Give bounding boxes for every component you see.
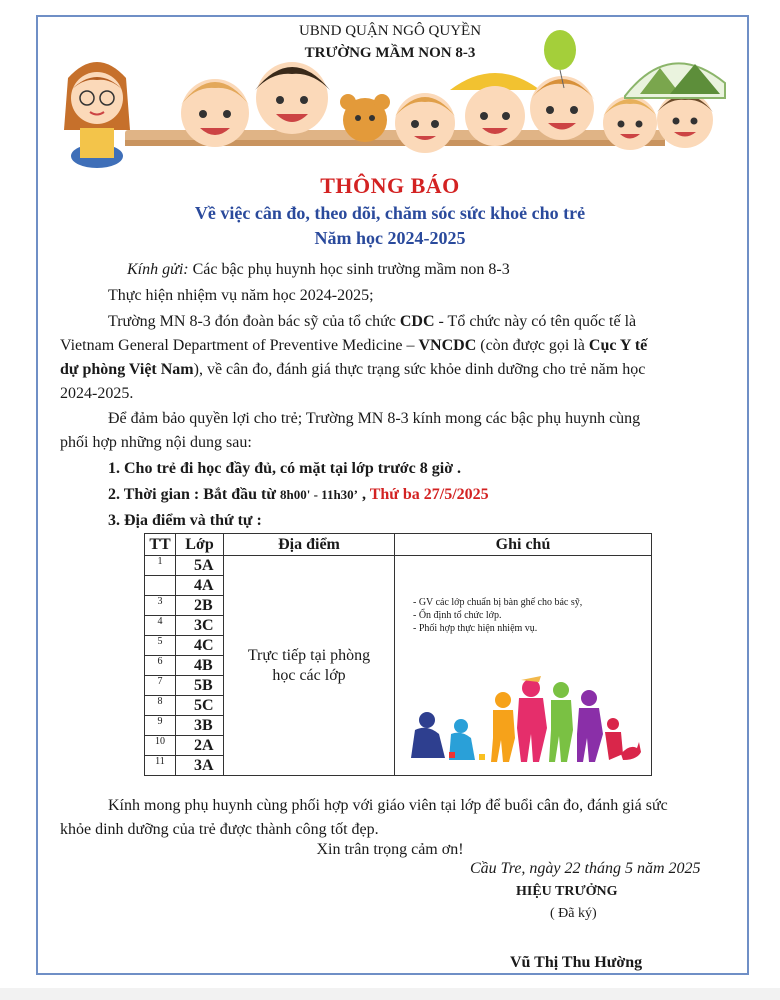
- greeting: [127, 258, 510, 282]
- row-number: [145, 576, 176, 596]
- paragraph-1: Thực hiện nhiệm vụ năm học 2024-2025;: [108, 287, 374, 304]
- location-cell: [224, 556, 395, 776]
- row-number: 6: [145, 656, 176, 676]
- col-header-lop: Lớp: [176, 534, 224, 556]
- girl-icon: [64, 62, 130, 168]
- paragraph-3-line-1: Để đảm bảo quyền lợi cho trẻ; Trường MN 8-3 kính mong các bậc phụ huynh cùng: [108, 410, 641, 427]
- row-number: 10: [145, 736, 176, 756]
- item-2: [108, 483, 489, 507]
- closing-line-2: khỏe dinh dưỡng của trẻ được thành công tốt đẹp.: [60, 821, 379, 838]
- principal-name: Vũ Thị Thu Hường: [510, 954, 643, 971]
- greeting-label: Kính gửi:: [127, 261, 189, 278]
- class-name: 4B: [176, 656, 224, 676]
- item-2-sep: ,: [358, 486, 370, 503]
- class-name: 3C: [176, 616, 224, 636]
- p2-du-phong: dự phòng Việt Nam: [60, 361, 194, 378]
- class-name: 3B: [176, 716, 224, 736]
- school-name: TRƯỜNG MẦM NON 8-3: [304, 45, 476, 61]
- row-number: 3: [145, 596, 176, 616]
- p2-cdc: CDC: [399, 313, 435, 330]
- item-1: 1. Cho trẻ đi học đầy đủ, có mặt tại lớp trước 8 giờ .: [108, 460, 462, 477]
- p2-cuc-y-te: Cục Y tế: [588, 337, 648, 354]
- row-number: 1: [145, 556, 176, 576]
- location-line-1: Trực tiếp tại phòng: [247, 646, 371, 664]
- child-silhouette-icon: [491, 692, 515, 762]
- class-name: 5B: [176, 676, 224, 696]
- row-number: 5: [145, 636, 176, 656]
- child-silhouette-icon: [605, 718, 623, 760]
- p2-text: ), về cân đo, đánh giá thực trạng sức khỏe dinh dưỡng cho trẻ năm học: [193, 361, 646, 378]
- note-3: - Phối hợp thực hiện nhiệm vụ.: [413, 623, 538, 634]
- p2-text: Vietnam General Department of Preventive Medicine –: [60, 337, 419, 354]
- class-name: 3A: [176, 756, 224, 776]
- notes-cell: [395, 556, 652, 776]
- class-name: 2A: [176, 736, 224, 756]
- bottom-strip: [0, 988, 780, 1000]
- child-silhouette-icon: [517, 676, 547, 762]
- p2-text: Trường MN 8-3 đón đoàn bác sỹ của tổ chức: [108, 313, 400, 330]
- class-name: 2B: [176, 596, 224, 616]
- closing-line-1: Kính mong phụ huynh cùng phối hợp với giáo viên tại lớp để buổi cân đo, đánh giá sức: [108, 797, 668, 814]
- notice-subtitle: Về việc cân đo, theo dõi, chăm sóc sức khoẻ cho trẻ: [194, 203, 586, 223]
- p2-text: - Tổ chức này có tên quốc tế là: [434, 313, 637, 330]
- table-header-row: [145, 534, 652, 556]
- note-2: - Ổn định tổ chức lớp.: [413, 610, 502, 621]
- note-1: - GV các lớp chuẩn bị bàn ghế cho bác sỹ,: [413, 597, 583, 608]
- table-row: [145, 556, 652, 576]
- class-name: 4A: [176, 576, 224, 596]
- kid-face-7: [657, 92, 713, 148]
- row-number: 11: [145, 756, 176, 776]
- row-number: 4: [145, 616, 176, 636]
- authority-name: UBND QUẬN NGÔ QUYỀN: [298, 23, 482, 39]
- item-2-prefix: 2. Thời gian : Bắt đầu từ: [108, 486, 280, 503]
- paragraph-2-line-3: [60, 358, 740, 382]
- principal-title: HIỆU TRƯỞNG: [516, 884, 618, 899]
- paragraph-2-line-4: 2024-2025.: [60, 385, 134, 402]
- child-silhouette-icon: [549, 682, 573, 762]
- schedule-table: [144, 533, 652, 776]
- class-name: 4C: [176, 636, 224, 656]
- notice-title: THÔNG BÁO: [320, 173, 460, 198]
- children-silhouettes-illustration: [409, 674, 641, 764]
- child-silhouette-icon: [577, 690, 603, 762]
- signed-note: ( Đã ký): [550, 906, 597, 921]
- kid-face-6: [603, 96, 657, 150]
- p2-text: (còn được gọi là: [476, 337, 589, 354]
- kid-face-2: [255, 62, 330, 134]
- row-number: 9: [145, 716, 176, 736]
- class-name: 5C: [176, 696, 224, 716]
- item-2-date: Thứ ba 27/5/2025: [369, 486, 489, 503]
- item-3: 3. Địa điểm và thứ tự :: [108, 512, 262, 529]
- school-year: Năm học 2024-2025: [314, 228, 466, 248]
- kid-face-3: [395, 93, 455, 153]
- item-2-time: 8h00' - 11h30’: [279, 487, 358, 502]
- place-date: Cầu Tre, ngày 22 tháng 5 năm 2025: [470, 860, 701, 877]
- paragraph-3-line-2: phối hợp những nội dung sau:: [60, 434, 252, 451]
- landscape-sign-icon: [625, 63, 725, 98]
- greeting-text: Các bậc phụ huynh học sinh trường mầm non 8-3: [188, 261, 510, 278]
- row-number: 8: [145, 696, 176, 716]
- paragraph-2-line-1: [108, 310, 728, 334]
- class-name: 5A: [176, 556, 224, 576]
- location-line-2: học các lớp: [272, 666, 346, 684]
- thanks: Xin trân trọng cảm ơn!: [316, 841, 464, 858]
- col-header-ghi-chu: Ghi chú: [395, 534, 652, 556]
- col-header-tt: TT: [145, 534, 176, 556]
- p2-vncdc: VNCDC: [418, 337, 477, 354]
- paragraph-2-line-2: [60, 334, 740, 358]
- col-header-dia-diem: Địa điểm: [224, 534, 395, 556]
- row-number: 7: [145, 676, 176, 696]
- dog-silhouette-icon: [621, 742, 641, 760]
- child-silhouette-icon: [411, 712, 445, 758]
